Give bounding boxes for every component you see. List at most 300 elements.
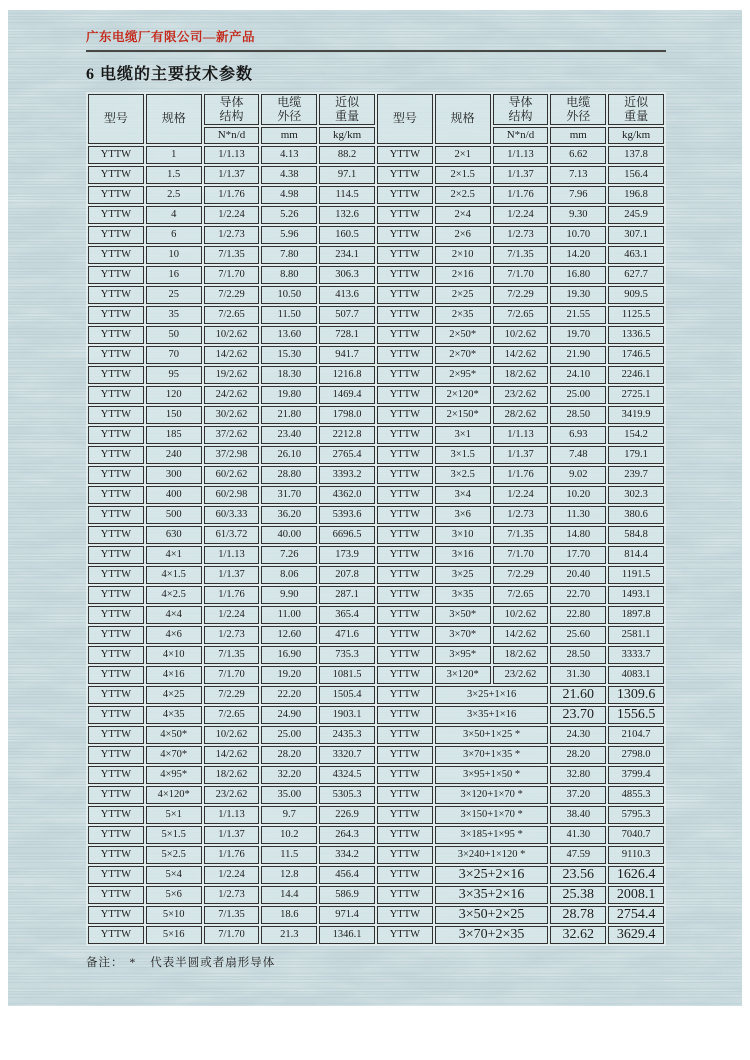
model-header-left: 型号 [88, 94, 144, 144]
model-cell: YTTW [88, 226, 144, 244]
paper-background [8, 10, 742, 1006]
model-cell: YTTW [377, 306, 433, 324]
conductor-cell: 7/2.65 [493, 306, 549, 324]
table-row [88, 886, 664, 904]
model-cell: YTTW [377, 226, 433, 244]
spec-cell: 3×25+2×16 [435, 866, 549, 884]
model-cell: YTTW [377, 206, 433, 224]
weight-cell: 1903.1 [319, 706, 375, 724]
weight-cell: 196.8 [608, 186, 664, 204]
diameter-cell: 22.80 [550, 606, 606, 624]
diameter-cell: 19.20 [261, 666, 317, 684]
conductor-cell: 18/2.62 [493, 366, 549, 384]
model-cell: YTTW [88, 566, 144, 584]
spec-cell: 2×150* [435, 406, 491, 424]
model-cell: YTTW [88, 206, 144, 224]
weight-cell: 234.1 [319, 246, 375, 264]
weight-cell: 971.4 [319, 906, 375, 924]
weight-cell: 245.9 [608, 206, 664, 224]
diameter-cell: 13.60 [261, 326, 317, 344]
diameter-cell: 32.80 [550, 766, 606, 784]
conductor-cell: 1/1.37 [204, 566, 260, 584]
spec-cell: 3×25+1×16 [435, 686, 549, 704]
table-row [88, 766, 664, 784]
conductor-cell: 10/2.62 [204, 326, 260, 344]
spec-cell: 6 [146, 226, 202, 244]
model-cell: YTTW [88, 146, 144, 164]
spec-cell: 4×120* [146, 786, 202, 804]
weight-cell: 173.9 [319, 546, 375, 564]
table-row [88, 266, 664, 284]
spec-cell: 4×16 [146, 666, 202, 684]
conductor-cell: 1/1.13 [204, 546, 260, 564]
model-cell: YTTW [377, 906, 433, 924]
model-cell: YTTW [88, 486, 144, 504]
spec-cell: 3×95* [435, 646, 491, 664]
diameter-cell: 28.78 [550, 906, 606, 924]
conductor-cell: 7/2.65 [204, 706, 260, 724]
weight-cell: 1493.1 [608, 586, 664, 604]
diameter-cell: 26.10 [261, 446, 317, 464]
spec-cell: 4×50* [146, 726, 202, 744]
conductor-cell: 1/1.76 [204, 586, 260, 604]
spec-cell: 3×240+1×120 * [435, 846, 549, 864]
diameter-header-left: 电缆外径 [261, 94, 317, 125]
conductor-cell: 1/1.13 [204, 146, 260, 164]
weight-cell: 154.2 [608, 426, 664, 444]
model-cell: YTTW [377, 586, 433, 604]
model-cell: YTTW [377, 846, 433, 864]
diameter-cell: 22.70 [550, 586, 606, 604]
table-row [88, 226, 664, 244]
spec-cell: 10 [146, 246, 202, 264]
diameter-cell: 10.50 [261, 286, 317, 304]
weight-cell: 1191.5 [608, 566, 664, 584]
conductor-cell: 7/2.65 [493, 586, 549, 604]
model-cell: YTTW [88, 786, 144, 804]
weight-cell: 456.4 [319, 866, 375, 884]
diameter-cell: 11.5 [261, 846, 317, 864]
model-cell: YTTW [377, 646, 433, 664]
weight-cell: 4324.5 [319, 766, 375, 784]
diameter-cell: 31.30 [550, 666, 606, 684]
weight-cell: 4855.3 [608, 786, 664, 804]
model-cell: YTTW [88, 546, 144, 564]
diameter-unit-right: mm [550, 127, 606, 144]
model-cell: YTTW [88, 466, 144, 484]
diameter-cell: 7.26 [261, 546, 317, 564]
spec-cell: 2×120* [435, 386, 491, 404]
spec-cell: 2×4 [435, 206, 491, 224]
page-title: 6 电缆的主要技术参数 [86, 66, 254, 83]
model-cell: YTTW [88, 626, 144, 644]
table-row [88, 646, 664, 664]
diameter-cell: 37.20 [550, 786, 606, 804]
table-row [88, 806, 664, 824]
diameter-cell: 7.96 [550, 186, 606, 204]
conductor-cell: 1/1.13 [493, 146, 549, 164]
model-cell: YTTW [377, 446, 433, 464]
doc-header [86, 10, 666, 52]
conductor-cell: 7/1.70 [204, 666, 260, 684]
diameter-cell: 21.60 [550, 686, 606, 704]
diameter-cell: 12.8 [261, 866, 317, 884]
conductor-cell: 7/1.35 [493, 246, 549, 264]
diameter-cell: 25.38 [550, 886, 606, 904]
weight-cell: 3320.7 [319, 746, 375, 764]
spec-cell: 120 [146, 386, 202, 404]
weight-header-left: 近似重量 [319, 94, 375, 125]
weight-cell: 814.4 [608, 546, 664, 564]
spec-cell: 2×70* [435, 346, 491, 364]
spec-cell: 2×95* [435, 366, 491, 384]
model-cell: YTTW [88, 606, 144, 624]
diameter-cell: 10.70 [550, 226, 606, 244]
table-row [88, 386, 664, 404]
model-cell: YTTW [377, 826, 433, 844]
spec-cell: 3×150+1×70 * [435, 806, 549, 824]
weight-cell: 4083.1 [608, 666, 664, 684]
spec-cell: 3×50+1×25 * [435, 726, 549, 744]
spec-cell: 3×185+1×95 * [435, 826, 549, 844]
table-row [88, 146, 664, 164]
diameter-cell: 24.30 [550, 726, 606, 744]
conductor-unit-left: N*n/d [204, 127, 260, 144]
weight-cell: 6696.5 [319, 526, 375, 544]
model-cell: YTTW [377, 526, 433, 544]
model-cell: YTTW [377, 926, 433, 944]
model-cell: YTTW [88, 666, 144, 684]
diameter-cell: 4.13 [261, 146, 317, 164]
spec-cell: 4×25 [146, 686, 202, 704]
conductor-cell: 14/2.62 [204, 346, 260, 364]
conductor-cell: 1/2.24 [204, 206, 260, 224]
conductor-cell: 37/2.98 [204, 446, 260, 464]
model-cell: YTTW [377, 146, 433, 164]
weight-cell: 160.5 [319, 226, 375, 244]
table-row [88, 426, 664, 444]
diameter-cell: 9.30 [550, 206, 606, 224]
model-cell: YTTW [377, 566, 433, 584]
weight-unit-left: kg/km [319, 127, 375, 144]
spec-cell: 4×1.5 [146, 566, 202, 584]
weight-cell: 3629.4 [608, 926, 664, 944]
conductor-cell: 1/1.37 [493, 446, 549, 464]
weight-cell: 114.5 [319, 186, 375, 204]
weight-cell: 1216.8 [319, 366, 375, 384]
table-row [88, 446, 664, 464]
diameter-cell: 28.20 [550, 746, 606, 764]
weight-cell: 735.3 [319, 646, 375, 664]
conductor-cell: 37/2.62 [204, 426, 260, 444]
diameter-cell: 12.60 [261, 626, 317, 644]
model-header-right: 型号 [377, 94, 433, 144]
spec-cell: 95 [146, 366, 202, 384]
spec-cell: 35 [146, 306, 202, 324]
diameter-cell: 14.4 [261, 886, 317, 904]
weight-cell: 365.4 [319, 606, 375, 624]
weight-cell: 334.2 [319, 846, 375, 864]
spec-cell: 5×1 [146, 806, 202, 824]
spec-cell: 5×10 [146, 906, 202, 924]
model-cell: YTTW [377, 326, 433, 344]
diameter-cell: 25.00 [261, 726, 317, 744]
diameter-cell: 6.93 [550, 426, 606, 444]
model-cell: YTTW [88, 826, 144, 844]
conductor-cell: 1/2.73 [493, 226, 549, 244]
weight-cell: 302.3 [608, 486, 664, 504]
asterisk-symbol: * [129, 956, 137, 969]
diameter-cell: 4.98 [261, 186, 317, 204]
model-cell: YTTW [88, 166, 144, 184]
weight-cell: 179.1 [608, 446, 664, 464]
table-row [88, 546, 664, 564]
spec-cell: 3×2.5 [435, 466, 491, 484]
table-row [88, 666, 664, 684]
diameter-cell: 21.90 [550, 346, 606, 364]
weight-cell: 2581.1 [608, 626, 664, 644]
conductor-cell: 14/2.62 [493, 346, 549, 364]
diameter-cell: 7.80 [261, 246, 317, 264]
spec-cell: 4 [146, 206, 202, 224]
weight-cell: 264.3 [319, 826, 375, 844]
diameter-cell: 4.38 [261, 166, 317, 184]
diameter-cell: 8.80 [261, 266, 317, 284]
conductor-cell: 10/2.62 [204, 726, 260, 744]
model-cell: YTTW [377, 246, 433, 264]
weight-cell: 941.7 [319, 346, 375, 364]
table-row [88, 406, 664, 424]
spec-cell: 4×35 [146, 706, 202, 724]
model-cell: YTTW [377, 506, 433, 524]
table-row [88, 926, 664, 944]
weight-cell: 728.1 [319, 326, 375, 344]
spec-cell: 3×6 [435, 506, 491, 524]
model-cell: YTTW [377, 786, 433, 804]
diameter-cell: 14.20 [550, 246, 606, 264]
weight-cell: 413.6 [319, 286, 375, 304]
model-cell: YTTW [377, 806, 433, 824]
spec-cell: 3×16 [435, 546, 491, 564]
spec-cell: 5×6 [146, 886, 202, 904]
diameter-cell: 25.00 [550, 386, 606, 404]
spec-cell: 3×4 [435, 486, 491, 504]
table-row [88, 366, 664, 384]
weight-cell: 5795.3 [608, 806, 664, 824]
weight-cell: 1798.0 [319, 406, 375, 424]
diameter-cell: 41.30 [550, 826, 606, 844]
spec-cell: 4×10 [146, 646, 202, 664]
diameter-cell: 19.70 [550, 326, 606, 344]
diameter-header-right: 电缆外径 [550, 94, 606, 125]
conductor-cell: 23/2.62 [204, 786, 260, 804]
weight-cell: 1081.5 [319, 666, 375, 684]
diameter-cell: 32.20 [261, 766, 317, 784]
model-cell: YTTW [377, 426, 433, 444]
model-cell: YTTW [88, 646, 144, 664]
table-header [88, 94, 664, 144]
spec-header-right: 规格 [435, 94, 491, 144]
diameter-cell: 9.7 [261, 806, 317, 824]
conductor-cell: 18/2.62 [204, 766, 260, 784]
conductor-cell: 1/1.76 [493, 186, 549, 204]
table-row [88, 306, 664, 324]
spec-cell: 1.5 [146, 166, 202, 184]
table-row [88, 286, 664, 304]
model-cell: YTTW [377, 726, 433, 744]
diameter-cell: 38.40 [550, 806, 606, 824]
weight-cell: 2435.3 [319, 726, 375, 744]
conductor-cell: 7/1.35 [204, 246, 260, 264]
model-cell: YTTW [88, 926, 144, 944]
conductor-cell: 7/1.35 [204, 646, 260, 664]
table-row [88, 166, 664, 184]
company-header: 广东电缆厂有限公司—新产品 [86, 30, 256, 44]
table-row [88, 906, 664, 924]
table-body [88, 146, 664, 944]
weight-cell: 306.3 [319, 266, 375, 284]
weight-cell: 2754.4 [608, 906, 664, 924]
table-row [88, 346, 664, 364]
diameter-cell: 5.26 [261, 206, 317, 224]
diameter-cell: 16.80 [550, 266, 606, 284]
diameter-cell: 22.20 [261, 686, 317, 704]
spec-cell: 4×2.5 [146, 586, 202, 604]
weight-cell: 586.9 [319, 886, 375, 904]
page-content [86, 10, 668, 970]
table-row [88, 746, 664, 764]
diameter-cell: 11.50 [261, 306, 317, 324]
model-cell: YTTW [377, 466, 433, 484]
model-cell: YTTW [88, 186, 144, 204]
diameter-cell: 20.40 [550, 566, 606, 584]
table-row [88, 526, 664, 544]
conductor-cell: 1/1.37 [204, 166, 260, 184]
weight-cell: 1125.5 [608, 306, 664, 324]
diameter-cell: 36.20 [261, 506, 317, 524]
diameter-cell: 19.30 [550, 286, 606, 304]
weight-cell: 137.8 [608, 146, 664, 164]
diameter-cell: 7.48 [550, 446, 606, 464]
conductor-unit-right: N*n/d [493, 127, 549, 144]
conductor-header-right: 导体结构 [493, 94, 549, 125]
weight-cell: 627.7 [608, 266, 664, 284]
spec-cell: 185 [146, 426, 202, 444]
conductor-cell: 1/2.73 [204, 886, 260, 904]
conductor-cell: 1/2.24 [204, 866, 260, 884]
conductor-cell: 23/2.62 [493, 386, 549, 404]
spec-cell: 2×10 [435, 246, 491, 264]
spec-cell: 3×50+2×25 [435, 906, 549, 924]
model-cell: YTTW [88, 346, 144, 364]
diameter-cell: 18.6 [261, 906, 317, 924]
spec-cell: 2.5 [146, 186, 202, 204]
conductor-cell: 28/2.62 [493, 406, 549, 424]
weight-unit-right: kg/km [608, 127, 664, 144]
model-cell: YTTW [377, 606, 433, 624]
table-row [88, 786, 664, 804]
weight-cell: 7040.7 [608, 826, 664, 844]
spec-cell: 500 [146, 506, 202, 524]
spec-cell: 5×2.5 [146, 846, 202, 864]
weight-cell: 239.7 [608, 466, 664, 484]
table-row [88, 846, 664, 864]
spec-cell: 1 [146, 146, 202, 164]
model-cell: YTTW [377, 166, 433, 184]
model-cell: YTTW [377, 766, 433, 784]
conductor-cell: 7/1.70 [204, 926, 260, 944]
model-cell: YTTW [88, 246, 144, 264]
weight-cell: 5305.3 [319, 786, 375, 804]
conductor-cell: 7/1.70 [493, 546, 549, 564]
weight-cell: 97.1 [319, 166, 375, 184]
table-row [88, 326, 664, 344]
conductor-cell: 60/3.33 [204, 506, 260, 524]
diameter-cell: 24.90 [261, 706, 317, 724]
conductor-cell: 23/2.62 [493, 666, 549, 684]
weight-cell: 1336.5 [608, 326, 664, 344]
weight-cell: 5393.6 [319, 506, 375, 524]
footnote-text: 代表半圆或者扇形导体 [150, 956, 276, 969]
conductor-cell: 10/2.62 [493, 606, 549, 624]
table-row [88, 586, 664, 604]
diameter-cell: 28.50 [550, 646, 606, 664]
spec-cell: 3×70+2×35 [435, 926, 549, 944]
conductor-cell: 1/2.24 [204, 606, 260, 624]
diameter-cell: 23.56 [550, 866, 606, 884]
model-cell: YTTW [377, 366, 433, 384]
weight-cell: 1556.5 [608, 706, 664, 724]
spec-cell: 3×1 [435, 426, 491, 444]
table-row [88, 186, 664, 204]
weight-cell: 2725.1 [608, 386, 664, 404]
diameter-cell: 35.00 [261, 786, 317, 804]
model-cell: YTTW [377, 886, 433, 904]
spec-cell: 3×35 [435, 586, 491, 604]
spec-header-left: 规格 [146, 94, 202, 144]
conductor-cell: 14/2.62 [493, 626, 549, 644]
table-row [88, 706, 664, 724]
spec-cell: 25 [146, 286, 202, 304]
diameter-cell: 28.80 [261, 466, 317, 484]
header-row-main [88, 94, 664, 125]
model-cell: YTTW [377, 266, 433, 284]
spec-cell: 3×120+1×70 * [435, 786, 549, 804]
model-cell: YTTW [88, 446, 144, 464]
model-cell: YTTW [88, 426, 144, 444]
weight-cell: 2212.8 [319, 426, 375, 444]
model-cell: YTTW [377, 346, 433, 364]
weight-cell: 2104.7 [608, 726, 664, 744]
spec-cell: 70 [146, 346, 202, 364]
model-cell: YTTW [88, 746, 144, 764]
weight-cell: 287.1 [319, 586, 375, 604]
diameter-cell: 24.10 [550, 366, 606, 384]
table-row [88, 206, 664, 224]
diameter-cell: 8.06 [261, 566, 317, 584]
weight-cell: 3393.2 [319, 466, 375, 484]
diameter-cell: 28.20 [261, 746, 317, 764]
spec-cell: 4×6 [146, 626, 202, 644]
conductor-cell: 19/2.62 [204, 366, 260, 384]
model-cell: YTTW [88, 406, 144, 424]
conductor-cell: 30/2.62 [204, 406, 260, 424]
spec-cell: 2×2.5 [435, 186, 491, 204]
footnote [86, 954, 668, 970]
weight-cell: 1897.8 [608, 606, 664, 624]
conductor-cell: 60/2.98 [204, 486, 260, 504]
diameter-cell: 21.3 [261, 926, 317, 944]
